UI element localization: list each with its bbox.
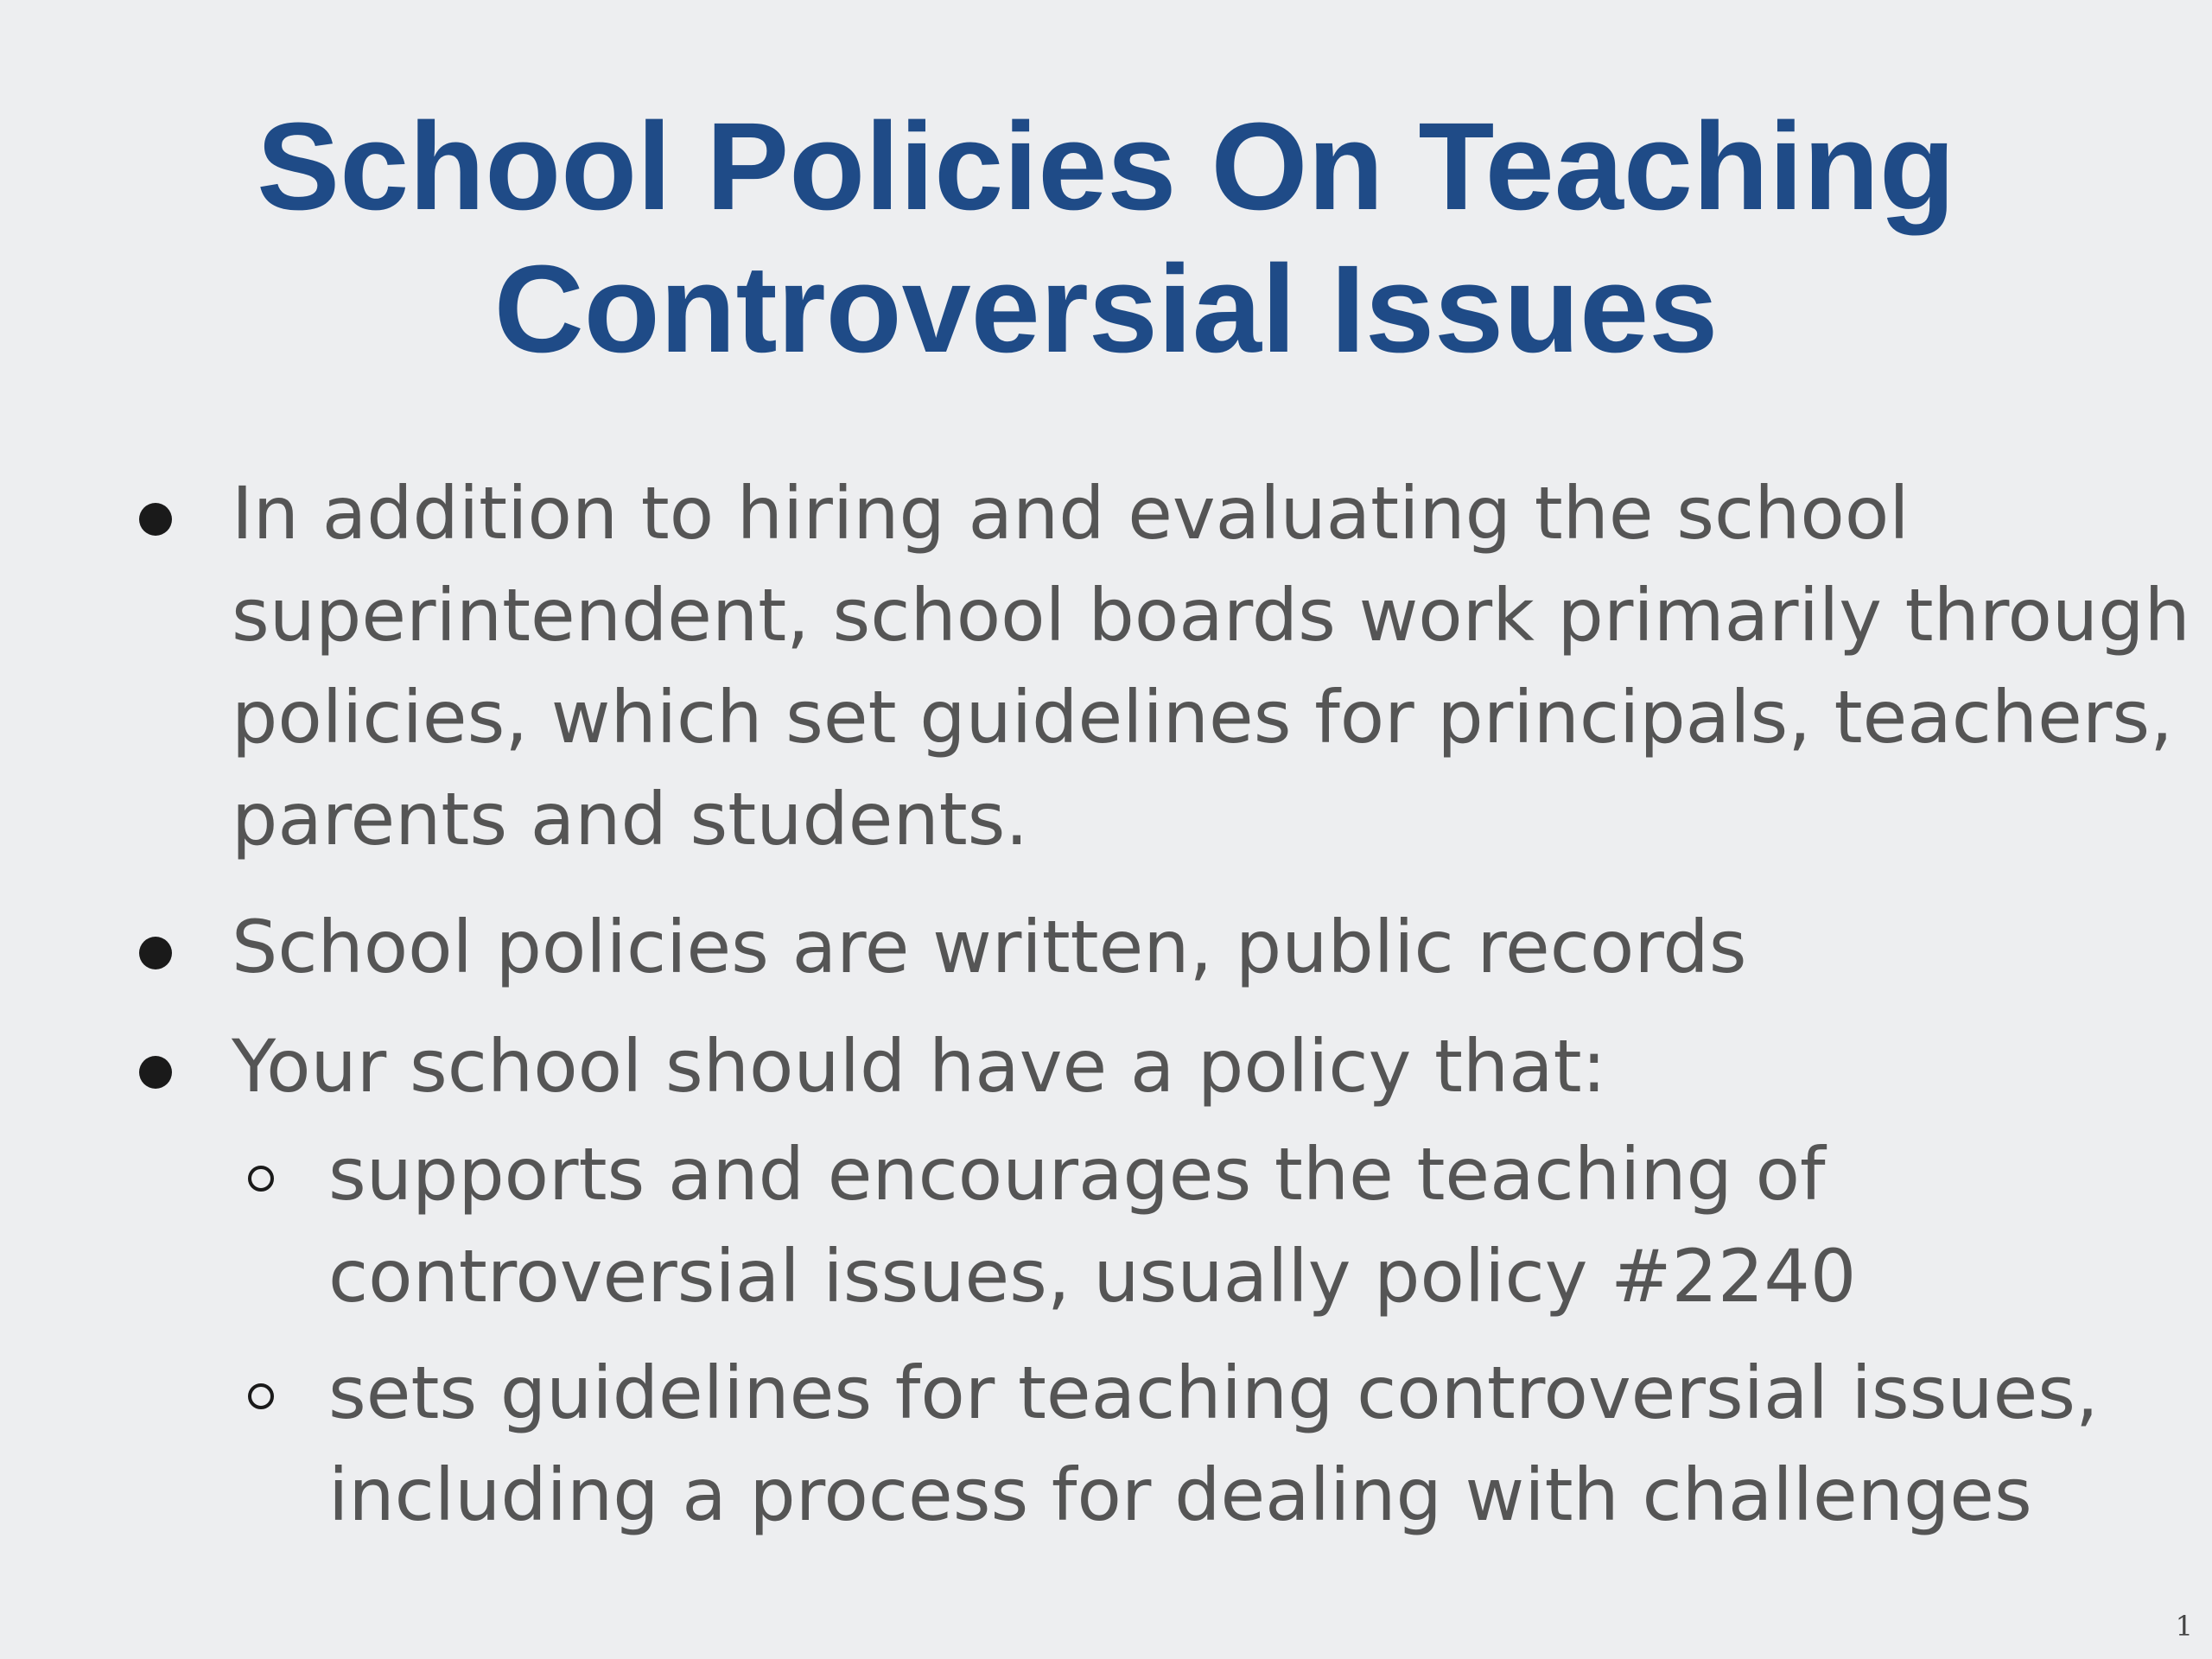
bullet-dot-icon <box>139 1056 172 1089</box>
bullet-3-line-1: Your school should have a policy that: <box>232 1024 1606 1109</box>
bullet-1-line-1: In addition to hiring and evaluating the school <box>232 471 1910 556</box>
sub-bullet-1-line-2: controversial issues, usually policy #2240 <box>328 1234 1857 1319</box>
sub-bullet-2-line-2: including a process for dealing with challenges <box>328 1452 2032 1537</box>
bullet-2-line-1: School policies are written, public records <box>232 905 1747 989</box>
slide-title-line-2: Controversial Issues <box>493 239 1719 378</box>
bullet-dot-icon <box>139 503 172 536</box>
sub-bullet-circle-icon <box>248 1166 274 1192</box>
sub-bullet-1-line-1: supports and encourages the teaching of <box>328 1132 1826 1217</box>
sub-bullet-2-line-1: sets guidelines for teaching controversial issues, <box>328 1351 2099 1435</box>
slide-title-line-1: School Policies On Teaching <box>257 97 1955 236</box>
sub-bullet-circle-icon <box>248 1383 274 1409</box>
bullet-dot-icon <box>139 937 172 969</box>
page-number: 1 <box>2175 1610 2193 1643</box>
bullet-1-line-3: policies, which set guidelines for principals, teachers, <box>232 675 2173 760</box>
bullet-1-line-4: parents and students. <box>232 777 1029 861</box>
bullet-1-line-2: superintendent, school boards work primarily through <box>232 573 2190 658</box>
